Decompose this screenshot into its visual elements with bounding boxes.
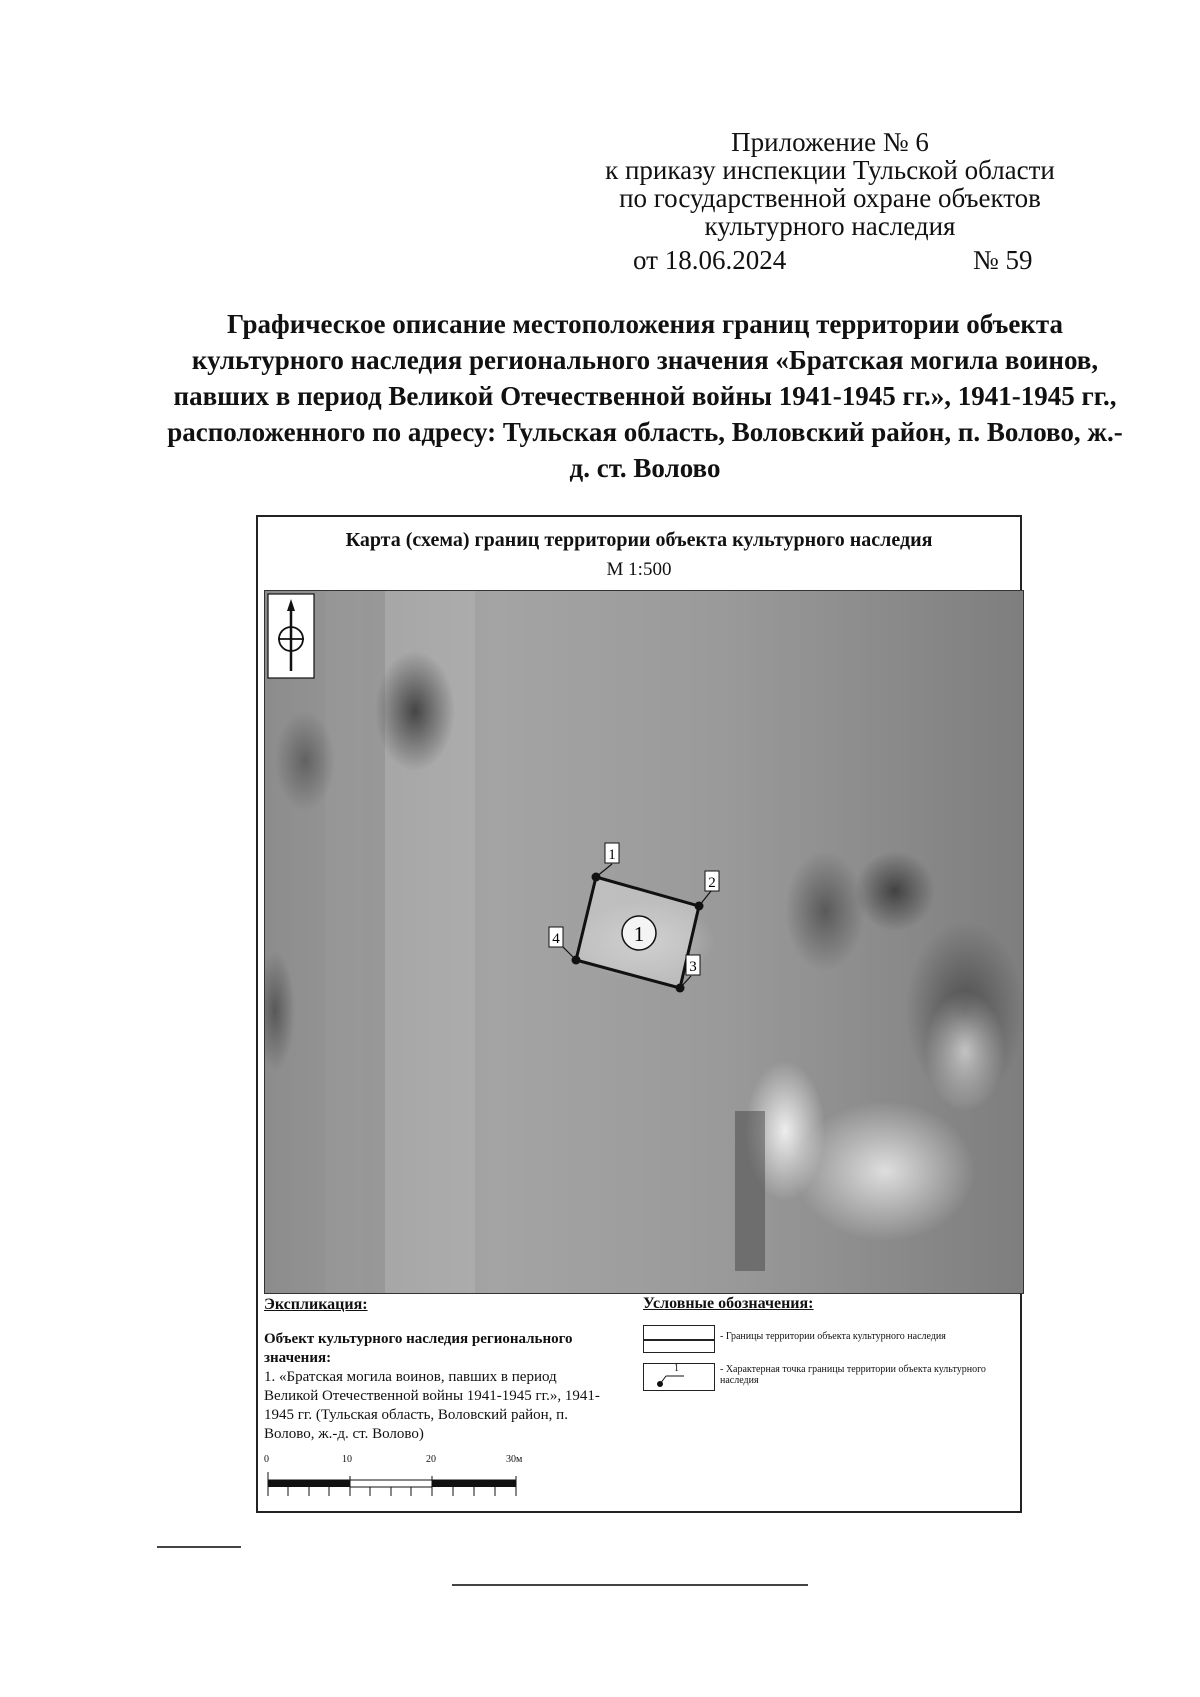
footer-line-center [452, 1584, 808, 1586]
legend-item-boundary [643, 1325, 1018, 1359]
map-scale: М 1:500 [606, 559, 672, 580]
map-frame [256, 515, 1022, 1513]
point-label-2: 2 [708, 875, 716, 891]
legend-heading: Условные обозначения: [643, 1295, 814, 1312]
legend-item-point [643, 1363, 1018, 1397]
order-number: № 59 [973, 245, 1033, 275]
north-arrow-icon [268, 594, 314, 678]
order-date-number [633, 245, 1053, 276]
appendix-label: Приложение № 6 [731, 127, 929, 157]
order-date: от 18.06.2024 [633, 245, 787, 275]
scale-tick-30: 30м [506, 1454, 523, 1465]
legend-point-marker: 1 [674, 1363, 679, 1374]
point-label-3: 3 [689, 959, 697, 975]
order-ref-line: к приказу инспекции Тульской области [605, 155, 1055, 185]
explication-object-type: Объект культурного наследия регионального значения: [264, 1331, 573, 1366]
legend-point-text: - Характерная точка границы территории объекта культурного наследия [720, 1364, 986, 1386]
scale-bar-graphic [266, 1466, 566, 1506]
map-title: Карта (схема) границ территории объекта культурного наследия [345, 529, 933, 551]
satellite-map [264, 590, 1024, 1294]
legend-boundary-symbol [643, 1325, 715, 1353]
document-title: Графическое описание местоположения границ территории объекта культурного наследия регионального значения «Братская могила воинов, павших в период Великой Отечественной войны 1941-1945 гг.», 1941-1945 гг., расположенного по адресу: Тульская область, Воловский район, п. Волово, ж.-д. ст. Волово [167, 309, 1123, 483]
legend-point-symbol [643, 1363, 715, 1391]
document-header [560, 128, 1100, 240]
point-label-4: 4 [552, 931, 560, 947]
explication-section [264, 1295, 624, 1444]
object-marker-label: 1 [633, 922, 645, 946]
scale-tick-20: 20 [426, 1454, 436, 1465]
point-label-1: 1 [608, 847, 616, 863]
explication-heading: Экспликация: [264, 1296, 368, 1313]
explication-object-desc: 1. «Братская могила воинов, павших в период Великой Отечественной войны 1941-1945 гг.», 1941-1945 гг. (Тульская область, Воловский район, п. Волово, ж.-д. ст. Волово) [264, 1369, 600, 1442]
authority-line-2: культурного наследия [704, 211, 956, 241]
authority-line: по государственной охране объектов [619, 183, 1041, 213]
scale-bar [266, 1454, 566, 1504]
scale-tick-10: 10 [342, 1454, 352, 1465]
legend-boundary-text: - Границы территории объекта культурного наследия [720, 1331, 946, 1342]
scale-tick-0: 0 [264, 1454, 269, 1465]
legend-section [643, 1295, 1018, 1386]
footer-line-left [157, 1546, 241, 1548]
map-canvas [265, 591, 1024, 1294]
